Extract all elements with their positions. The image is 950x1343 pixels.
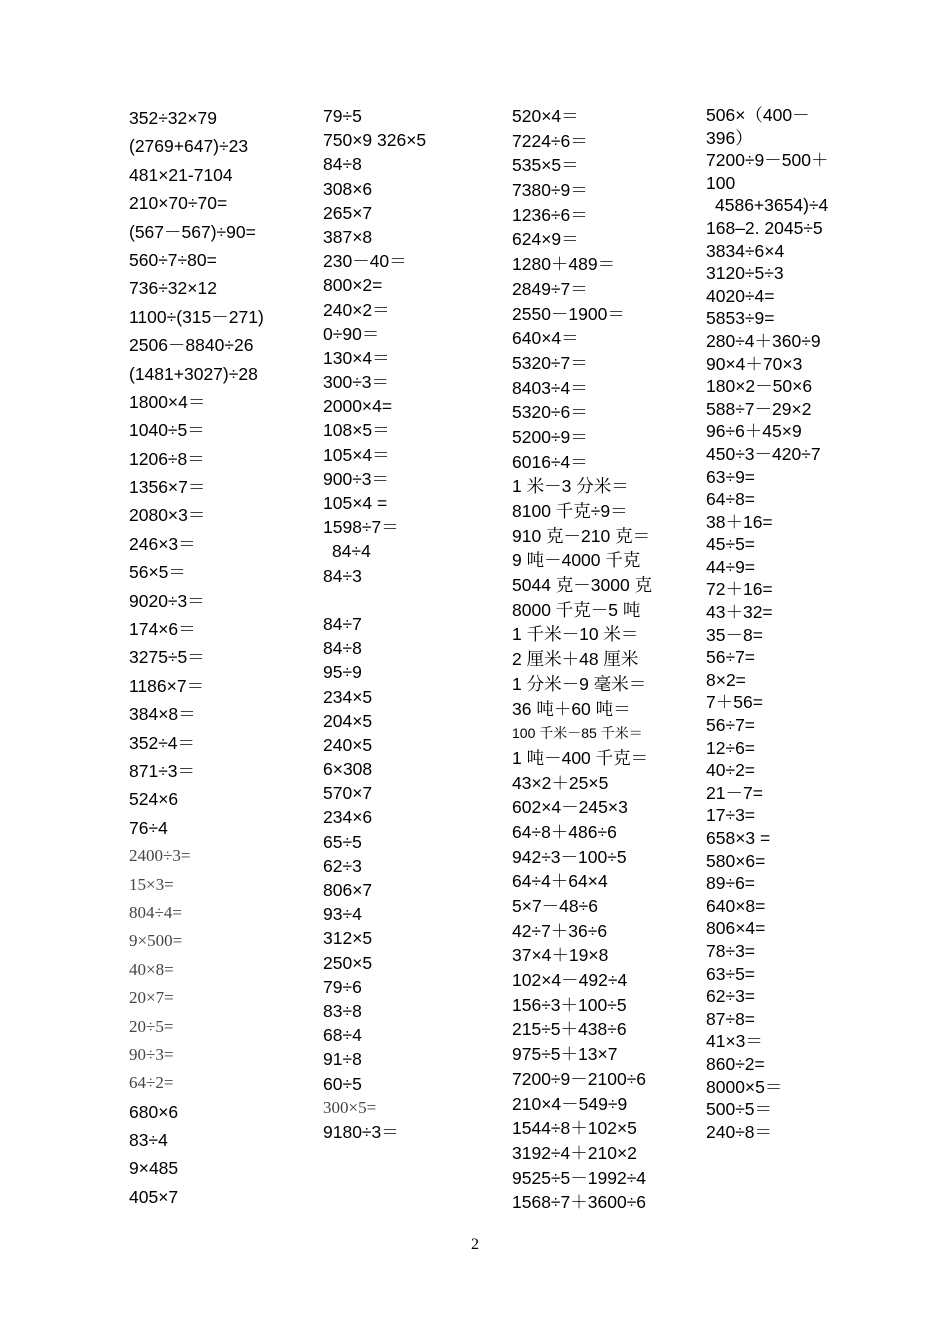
- problem-item: 83÷4: [129, 1130, 168, 1151]
- problem-item: 84÷3: [323, 565, 362, 586]
- problem-item: 4586+3654)÷4: [715, 195, 829, 216]
- column-1: [129, 104, 314, 1211]
- problem-item: 76÷4: [129, 817, 168, 838]
- problem-item: 602×4－245×3: [512, 797, 628, 818]
- problem-item: 8×2=: [706, 669, 746, 690]
- problem-item: 250×5: [323, 952, 373, 973]
- problem-item: 64÷2=: [129, 1073, 174, 1093]
- problem-item: 500÷5＝: [706, 1099, 773, 1120]
- problem-item: 3192÷4＋210×2: [512, 1142, 637, 1163]
- problem-item: 78÷3=: [706, 940, 756, 961]
- problem-item: 9525÷5－1992÷4: [512, 1167, 647, 1188]
- page-number: 2: [471, 1236, 479, 1253]
- problem-item: 105×4 =: [323, 493, 388, 513]
- problem-item: 93÷4: [323, 904, 362, 925]
- problem-item: 942÷3－100÷5: [512, 846, 627, 867]
- problem-item: 352÷4＝: [129, 732, 196, 753]
- problem-item: 5320÷6＝: [512, 402, 588, 423]
- problem-item: 535×5＝: [512, 155, 579, 176]
- problem-item: 210×4－549÷9: [512, 1093, 628, 1114]
- problem-item: 9020÷3＝: [129, 590, 205, 611]
- problem-item: 230－40＝: [323, 251, 407, 272]
- problem-item: 1 米－3 分米＝: [512, 476, 629, 497]
- problem-item: 9180÷3＝: [323, 1121, 399, 1142]
- problem-item: 1236÷6＝: [512, 204, 588, 225]
- problem-item: 2849÷7＝: [512, 278, 588, 299]
- problem-item: 246×3＝: [129, 533, 196, 554]
- problem-item: 84÷4: [332, 541, 371, 562]
- problem-item: 64÷8=: [706, 489, 756, 510]
- problem-item: 5320÷7＝: [512, 352, 588, 373]
- problem-item: 36 吨＋60 吨＝: [512, 698, 631, 719]
- problem-item: 43＋32=: [706, 602, 773, 623]
- problem-item: 240×5: [323, 734, 373, 755]
- problem-item: 83÷8: [323, 1000, 362, 1021]
- problem-item: 91÷8: [323, 1049, 362, 1070]
- problem-item: 64÷4＋64×4: [512, 871, 608, 892]
- problem-item: 21－7=: [706, 782, 763, 803]
- problem-item: 65÷5: [323, 831, 362, 852]
- problem-item: 43×2＋25×5: [512, 772, 609, 793]
- problem-item: 9 吨－4000 千克: [512, 550, 641, 571]
- problem-item: 130×4＝: [323, 347, 390, 368]
- problem-item: 265×7: [323, 202, 373, 223]
- problem-item: 640×8=: [706, 895, 766, 916]
- problem-item: 7200÷9－500＋: [706, 150, 829, 171]
- problem-item: 63÷9=: [706, 466, 756, 487]
- problem-item: 40÷2=: [706, 760, 756, 781]
- problem-item: 1186×7＝: [129, 675, 205, 696]
- problem-item: 1040÷5＝: [129, 420, 205, 441]
- problem-item: 17÷3=: [706, 805, 756, 826]
- problem-item: (1481+3027)÷28: [129, 363, 258, 384]
- problem-item: 72＋16=: [706, 579, 773, 600]
- problem-item: 300×5=: [323, 1097, 377, 1117]
- problem-item: 89÷6=: [706, 873, 756, 894]
- problem-item: 95÷9: [323, 662, 362, 683]
- problem-item: 3834÷6×4: [706, 240, 785, 261]
- problem-item: 210×70÷70=: [129, 193, 228, 214]
- problem-item: 1356×7＝: [129, 477, 206, 498]
- problem-item: 384×8＝: [129, 704, 196, 725]
- problem-item: 804÷4=: [129, 902, 182, 922]
- problem-item: 2400÷3=: [129, 846, 191, 866]
- problem-item: 42÷7＋36÷6: [512, 920, 608, 941]
- problem-item: 7224÷6＝: [512, 130, 588, 151]
- problem-item: 7200÷9－2100÷6: [512, 1068, 647, 1089]
- problem-item: 312×5: [323, 928, 373, 949]
- problem-item: [323, 588, 503, 612]
- problem-item: 60÷5: [323, 1073, 362, 1094]
- problem-item: 5×7－48÷6: [512, 896, 598, 916]
- problem-item: 2000×4=: [323, 396, 393, 417]
- problem-item: 2 厘米＋48 厘米: [512, 649, 639, 670]
- problem-item: 1800×4＝: [129, 391, 206, 412]
- problem-item: 41×3＝: [706, 1031, 763, 1052]
- problem-item: 240÷8＝: [706, 1121, 773, 1142]
- problem-item: 56÷7=: [706, 647, 756, 668]
- problem-item: 204×5: [323, 710, 373, 731]
- problem-item: 234×6: [323, 807, 373, 828]
- problem-item: 975÷5＋13×7: [512, 1044, 618, 1065]
- problem-item: 6016÷4＝: [512, 451, 588, 472]
- problem-item: 806×4=: [706, 918, 766, 939]
- problem-item: 56×5＝: [129, 562, 186, 583]
- problem-item: 5044 克－3000 克: [512, 575, 653, 596]
- problem-item: 90÷3=: [129, 1044, 174, 1064]
- problem-item: 90×4＋70×3: [706, 353, 803, 374]
- problem-item: 9×485: [129, 1158, 179, 1179]
- problem-item: 750×9 326×5: [323, 130, 427, 151]
- problem-item: 102×4－492÷4: [512, 970, 628, 991]
- problem-item: 900÷3＝: [323, 468, 390, 489]
- problem-item: 79÷6: [323, 976, 362, 997]
- problem-item: 87÷8=: [706, 1008, 756, 1029]
- problem-item: 7380÷9＝: [512, 180, 588, 201]
- problem-item: 45÷5=: [706, 534, 756, 555]
- problem-item: 5200÷9＝: [512, 426, 588, 447]
- problem-item: 450÷3－420÷7: [706, 443, 821, 464]
- problem-item: 3120÷5÷3: [706, 263, 784, 284]
- problem-item: 156÷3＋100÷5: [512, 994, 627, 1015]
- problem-item: 588÷7－29×2: [706, 398, 812, 419]
- problem-item: 800×2=: [323, 275, 383, 296]
- problem-item: 300÷3＝: [323, 372, 390, 393]
- problem-item: 8100 千克÷9＝: [512, 501, 628, 521]
- problem-item: 15×3=: [129, 874, 174, 894]
- problem-item: 640×4＝: [512, 328, 579, 349]
- problem-item: 8000×5＝: [706, 1076, 783, 1097]
- problem-item: 860÷2=: [706, 1053, 765, 1074]
- column-4: [706, 104, 856, 1143]
- column-2: [323, 104, 503, 1144]
- problem-item: 37×4＋19×8: [512, 945, 609, 966]
- problem-item: 180×2－50×6: [706, 376, 813, 397]
- problem-item: 280÷4＋360÷9: [706, 330, 821, 351]
- problem-item: 100 千米－85 千米＝: [512, 725, 643, 742]
- problem-item: 68÷4: [323, 1025, 362, 1046]
- problem-item: 570×7: [323, 783, 373, 804]
- problem-item: 35－8=: [706, 624, 763, 645]
- problem-item: 56÷7=: [706, 715, 756, 736]
- problem-item: 8000 千克－5 吨: [512, 599, 641, 620]
- problem-item: 1 吨－400 千克＝: [512, 747, 649, 768]
- problem-item: 0÷90＝: [323, 323, 380, 344]
- problem-item: 100: [706, 172, 736, 193]
- problem-item: (567－567)÷90=: [129, 221, 256, 242]
- problem-item: 12÷6=: [706, 737, 756, 758]
- problem-item: 736÷32×12: [129, 278, 217, 299]
- problem-item: 240×2＝: [323, 299, 390, 320]
- problem-item: 481×21-7104: [129, 164, 233, 185]
- problem-item: 1598÷7＝: [323, 517, 399, 538]
- problem-item: 44÷9=: [706, 556, 756, 577]
- column-3: [512, 104, 697, 1215]
- problem-item: 84÷7: [323, 613, 362, 634]
- problem-item: 2506－8840÷26: [129, 335, 254, 356]
- problem-item: 63÷5=: [706, 963, 756, 984]
- problem-item: 62÷3: [323, 855, 362, 876]
- problem-item: (2769+647)÷23: [129, 136, 249, 157]
- problem-item: 5853÷9=: [706, 308, 775, 329]
- problem-item: 84÷8: [323, 154, 362, 175]
- problem-item: 405×7: [129, 1186, 179, 1207]
- problem-item: 108×5＝: [323, 420, 390, 441]
- problem-item: 20×7=: [129, 988, 174, 1008]
- problem-item: 387×8: [323, 226, 373, 247]
- problem-item: 1206÷8＝: [129, 448, 205, 469]
- problem-item: 234×5: [323, 686, 373, 707]
- problem-item: 624×9＝: [512, 229, 579, 250]
- problem-item: 6×308: [323, 759, 373, 780]
- problem-item: 1280＋489＝: [512, 254, 616, 275]
- problem-item: 1100÷(315－271): [129, 306, 264, 327]
- problem-item: 79÷5: [323, 106, 362, 126]
- problem-item: 168–2. 2045÷5: [706, 217, 823, 238]
- problem-item: 1 千米－10 米＝: [512, 624, 639, 645]
- problem-item: 871÷3＝: [129, 760, 196, 781]
- problem-item: 40×8=: [129, 959, 174, 979]
- problem-item: 1544÷8＋102×5: [512, 1118, 637, 1139]
- problem-item: 1568÷7＋3600÷6: [512, 1192, 647, 1213]
- problem-item: 680×6: [129, 1101, 179, 1122]
- problem-item: 308×6: [323, 178, 373, 199]
- problem-item: 506×（400－: [706, 105, 810, 125]
- problem-item: 580×6=: [706, 850, 766, 871]
- problem-item: 806×7: [323, 880, 373, 900]
- problem-item: 352÷32×79: [129, 108, 217, 128]
- problem-item: 396）: [706, 127, 753, 148]
- problem-item: 62÷3=: [706, 986, 756, 1007]
- problem-item: 8403÷4＝: [512, 377, 588, 398]
- problem-item: 64÷8＋486÷6: [512, 821, 617, 842]
- problem-item: 215÷5＋438÷6: [512, 1019, 627, 1040]
- problem-item: 20÷5=: [129, 1016, 174, 1036]
- problem-item: 1 分米－9 毫米＝: [512, 673, 647, 694]
- problem-item: 38＋16=: [706, 511, 773, 532]
- problem-item: 2550－1900＝: [512, 303, 625, 324]
- problem-item: 2080×3＝: [129, 505, 206, 526]
- problem-item: 658×3 =: [706, 828, 771, 848]
- problem-item: 520×4＝: [512, 106, 579, 126]
- problem-item: 4020÷4=: [706, 285, 775, 306]
- problem-item: 7＋56=: [706, 692, 763, 713]
- problem-item: 96÷6＋45×9: [706, 421, 802, 442]
- problem-item: 84÷8: [323, 638, 362, 659]
- problem-item: 3275÷5＝: [129, 647, 205, 668]
- problem-item: 105×4＝: [323, 444, 390, 465]
- problem-item: 560÷7÷80=: [129, 249, 217, 270]
- problem-item: 9×500=: [129, 931, 183, 951]
- problem-item: 174×6＝: [129, 619, 196, 640]
- problem-item: 910 克－210 克＝: [512, 525, 651, 546]
- problem-item: 524×6: [129, 789, 179, 810]
